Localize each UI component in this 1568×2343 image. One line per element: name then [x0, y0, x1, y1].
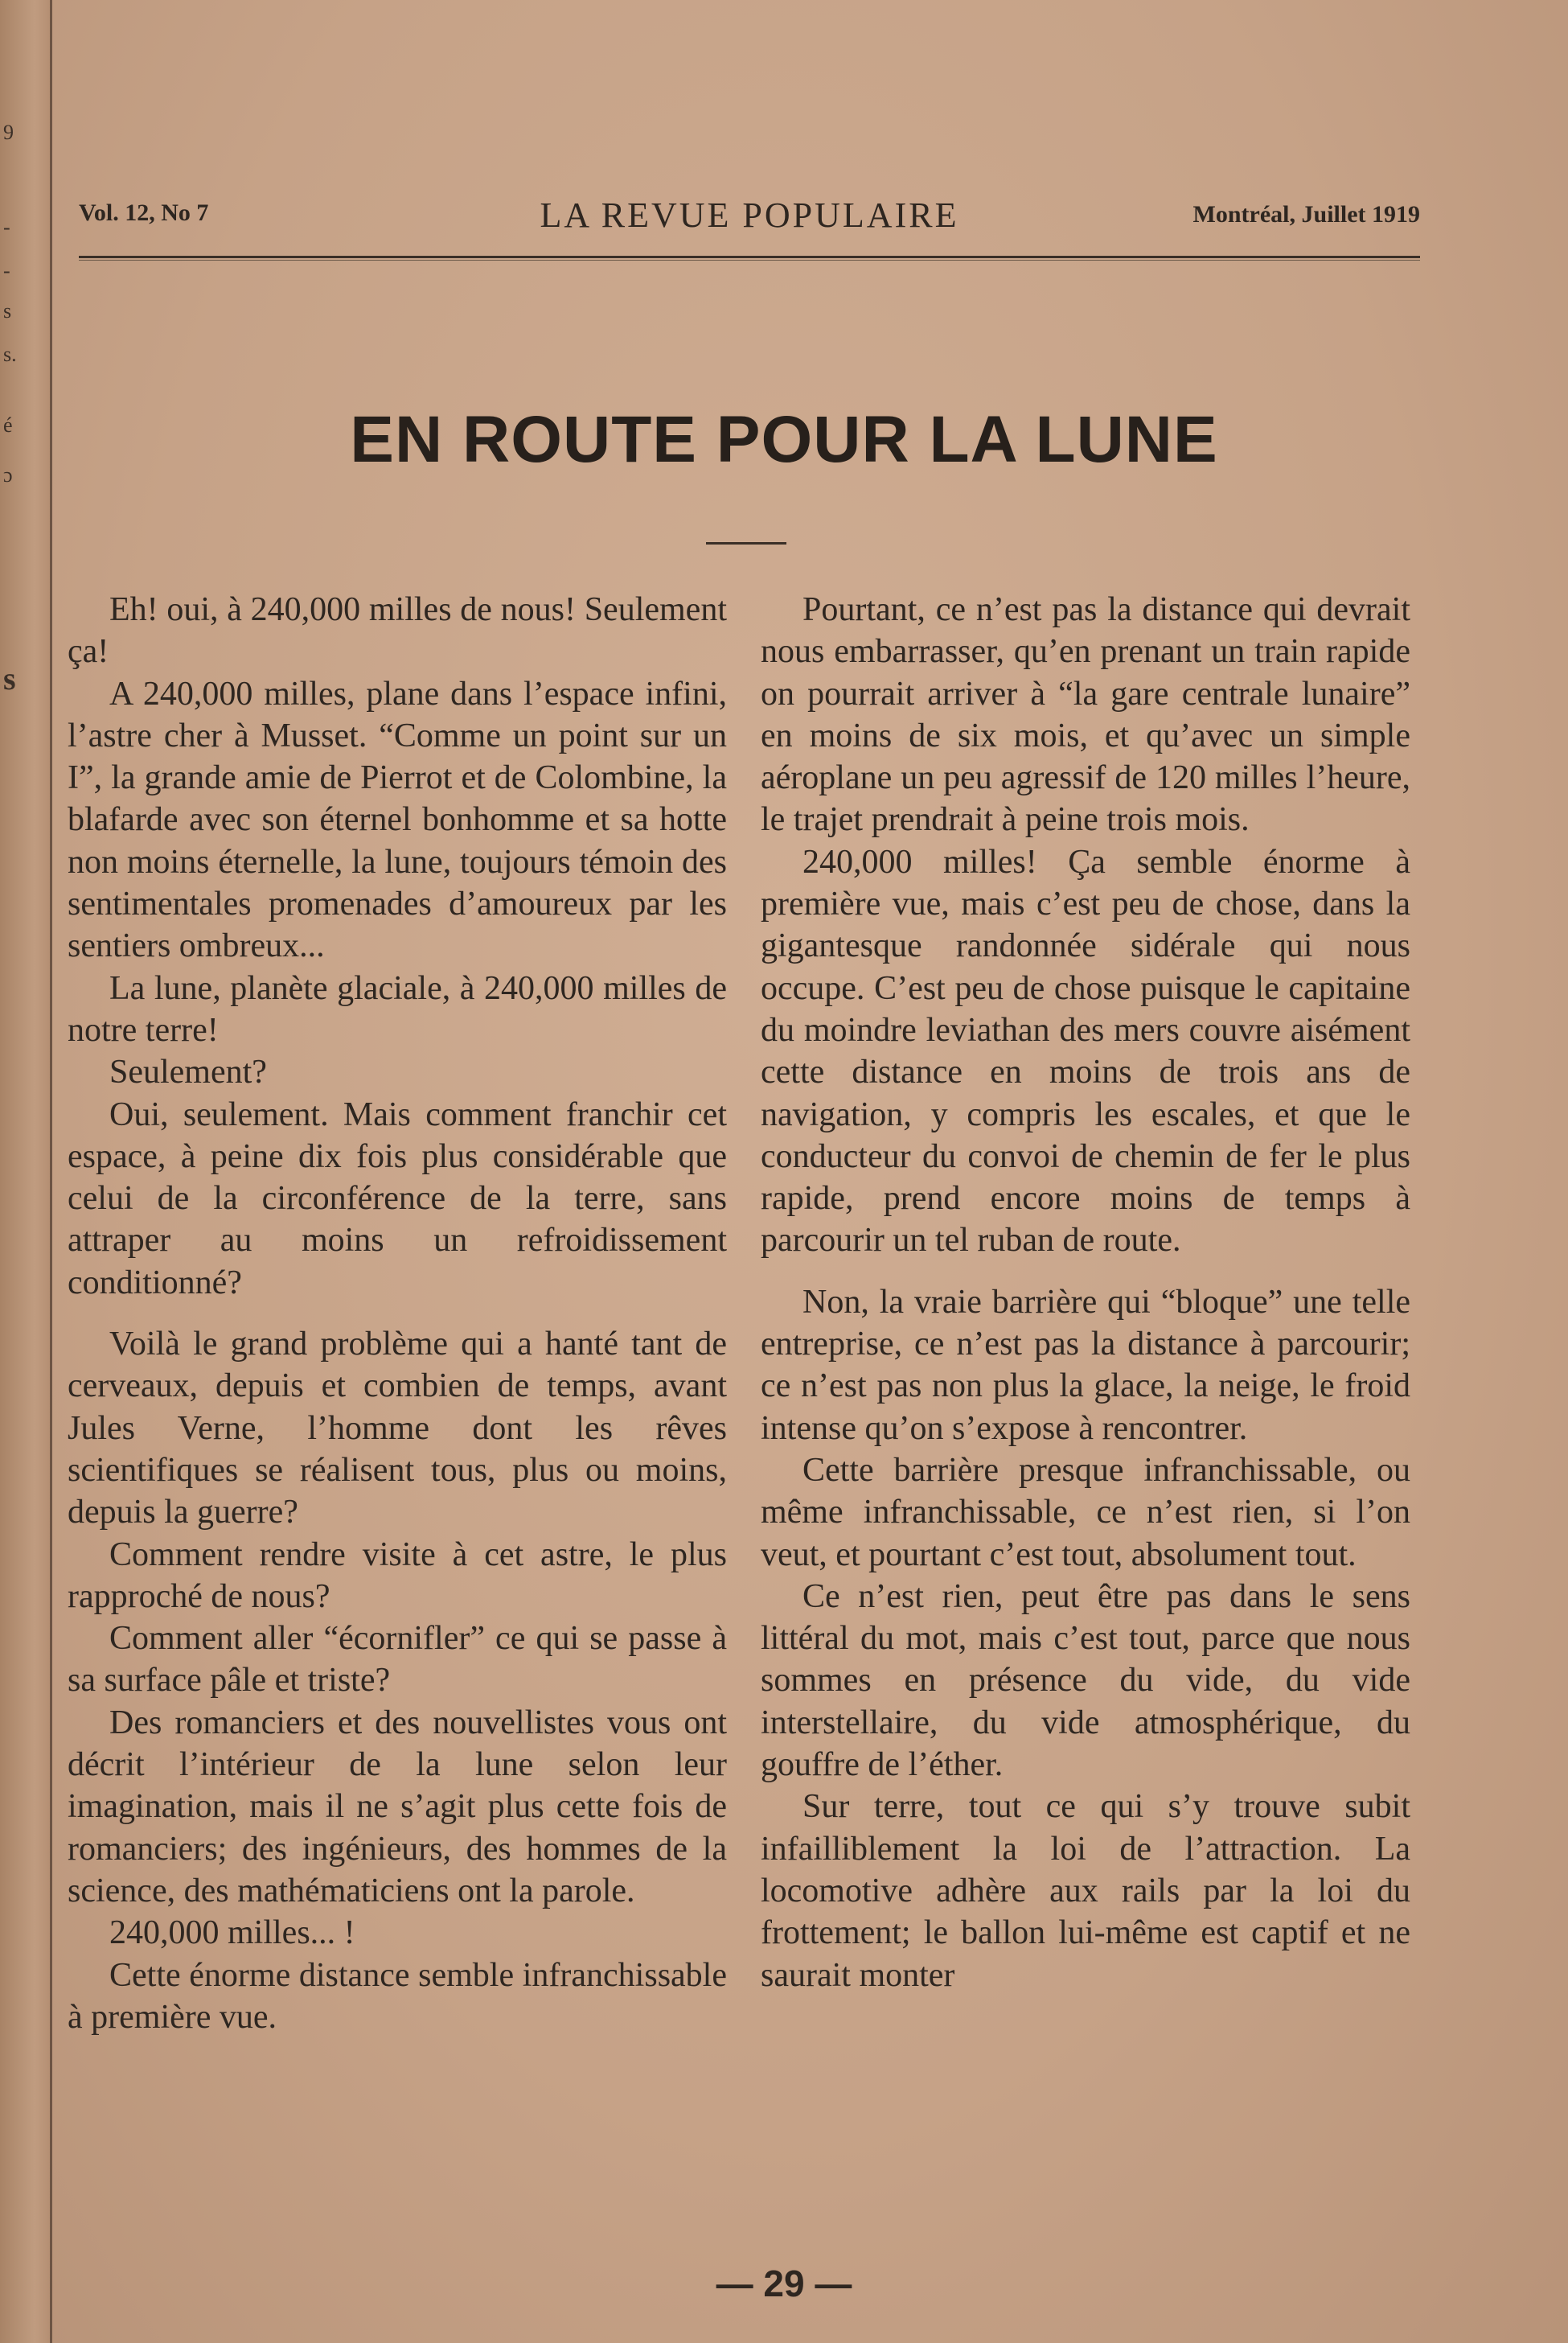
paragraph: 240,000 milles! Ça semble énorme à première vue, mais c’est peu de chose, dans la gigantesque randonnée sidérale qui nous occupe. C’est peu de chose puisque le capitaine du moindre leviathan des mers couvre aisément cette distance en moins de trois ans de navigation, y compris les escales, et que le conducteur du convoi de chemin de fer le plus rapide, prend encore moins de temps à parcourir un tel ruban de route.	[761, 843, 1410, 1260]
margin-fragment: s.	[3, 343, 17, 366]
paragraph: A 240,000 milles, plane dans l’espace infini, l’astre cher à Musset. “Comme un point sur un I”, la grande amie de Pierrot et de Colombine, la blafarde avec son éternel bonhomme et sa hotte non moins éternelle, la lune, toujours témoin des sentimentales promenades d’amoureux par les sentiers ombreux...	[68, 675, 727, 965]
paragraph: Sur terre, tout ce qui s’y trouve subit infailliblement la loi de l’attraction. La locomotive adhère aux rails par la loi du frottement; le ballon lui-même est captif et ne saurait monter	[761, 1788, 1410, 1994]
paragraph: Cette barrière presque infranchissable, ou même infranchissable, ce n’est rien, si l’on veut, et pourtant c’est tout, absolument tout.	[761, 1451, 1410, 1573]
paragraph: Ce n’est rien, peut être pas dans le sens littéral du mot, mais c’est tout, parce que nous sommes en présence du vide, du vide interstellaire, du vide atmosphérique, du gouffre de l’éther.	[761, 1577, 1410, 1784]
paragraph: Eh! oui, à 240,000 milles de nous! Seulement ça!	[68, 591, 727, 671]
paragraph: Oui, seulement. Mais comment franchir cet espace, à peine dix fois plus considérable que celui de la circonférence de la terre, sans attraper au moins un refroidissement conditionné?	[68, 1095, 727, 1301]
right-column	[761, 589, 1410, 1996]
page-number: — 29 —	[716, 2263, 852, 2304]
header-rule	[79, 256, 1420, 261]
margin-fragment: 9	[3, 121, 14, 144]
left-column	[68, 589, 727, 2038]
paragraph: Pourtant, ce n’est pas la distance qui devrait nous embarrasser, qu’en prenant un train rapide on pourrait arriver à “la gare centrale lunaire” en moins de six mois, et qu’avec un simple aéroplane un peu agressif de 120 milles l’heure, le trajet prendrait à peine trois mois.	[761, 591, 1410, 839]
title-rule	[706, 542, 786, 545]
paragraph: Voilà le grand problème qui a hanté tant de cerveaux, depuis et combien de temps, avant Jules Verne, l’homme dont les rêves scientifiques se réalisent tous, plus ou moins, depuis la guerre?	[68, 1326, 727, 1531]
margin-fragment: s	[3, 299, 12, 323]
paragraph: Seulement?	[109, 1054, 267, 1091]
paragraph: Comment aller “écornifler” ce qui se passe à sa surface pâle et triste?	[68, 1620, 727, 1700]
binding-margin	[0, 0, 52, 2343]
article-title: EN ROUTE POUR LA LUNE	[350, 403, 1218, 476]
paragraph: La lune, planète glaciale, à 240,000 milles de notre terre!	[68, 969, 727, 1049]
volume-number: Vol. 12, No 7	[79, 199, 209, 226]
dateline: Montréal, Juillet 1919	[1192, 201, 1420, 228]
margin-fragment: -	[3, 259, 10, 282]
paragraph: 240,000 milles... !	[109, 1914, 355, 1952]
paragraph: Comment rendre visite à cet astre, le plus rapproché de nous?	[68, 1535, 727, 1615]
margin-fragment: ɔ	[3, 463, 13, 487]
margin-fragment: é	[3, 413, 13, 437]
running-header	[79, 195, 1420, 243]
margin-fragment: s	[3, 660, 16, 697]
paragraph: Non, la vraie barrière qui “bloque” une telle entreprise, ce n’est pas la distance à parcourir; ce n’est pas non plus la glace, la neige, le froid intense qu’on s’expose à rencontrer.	[761, 1283, 1410, 1447]
margin-fragment: -	[3, 216, 10, 239]
publication-name: LA REVUE POPULAIRE	[540, 195, 959, 235]
paragraph: Des romanciers et des nouvellistes vous ont décrit l’intérieur de la lune selon leur imagination, mais il ne s’agit plus cette fois de romanciers; des ingénieurs, des hommes de la science, des mathématiciens ont la parole.	[68, 1704, 727, 1909]
paragraph: Cette énorme distance semble infranchissable à première vue.	[68, 1956, 727, 2036]
